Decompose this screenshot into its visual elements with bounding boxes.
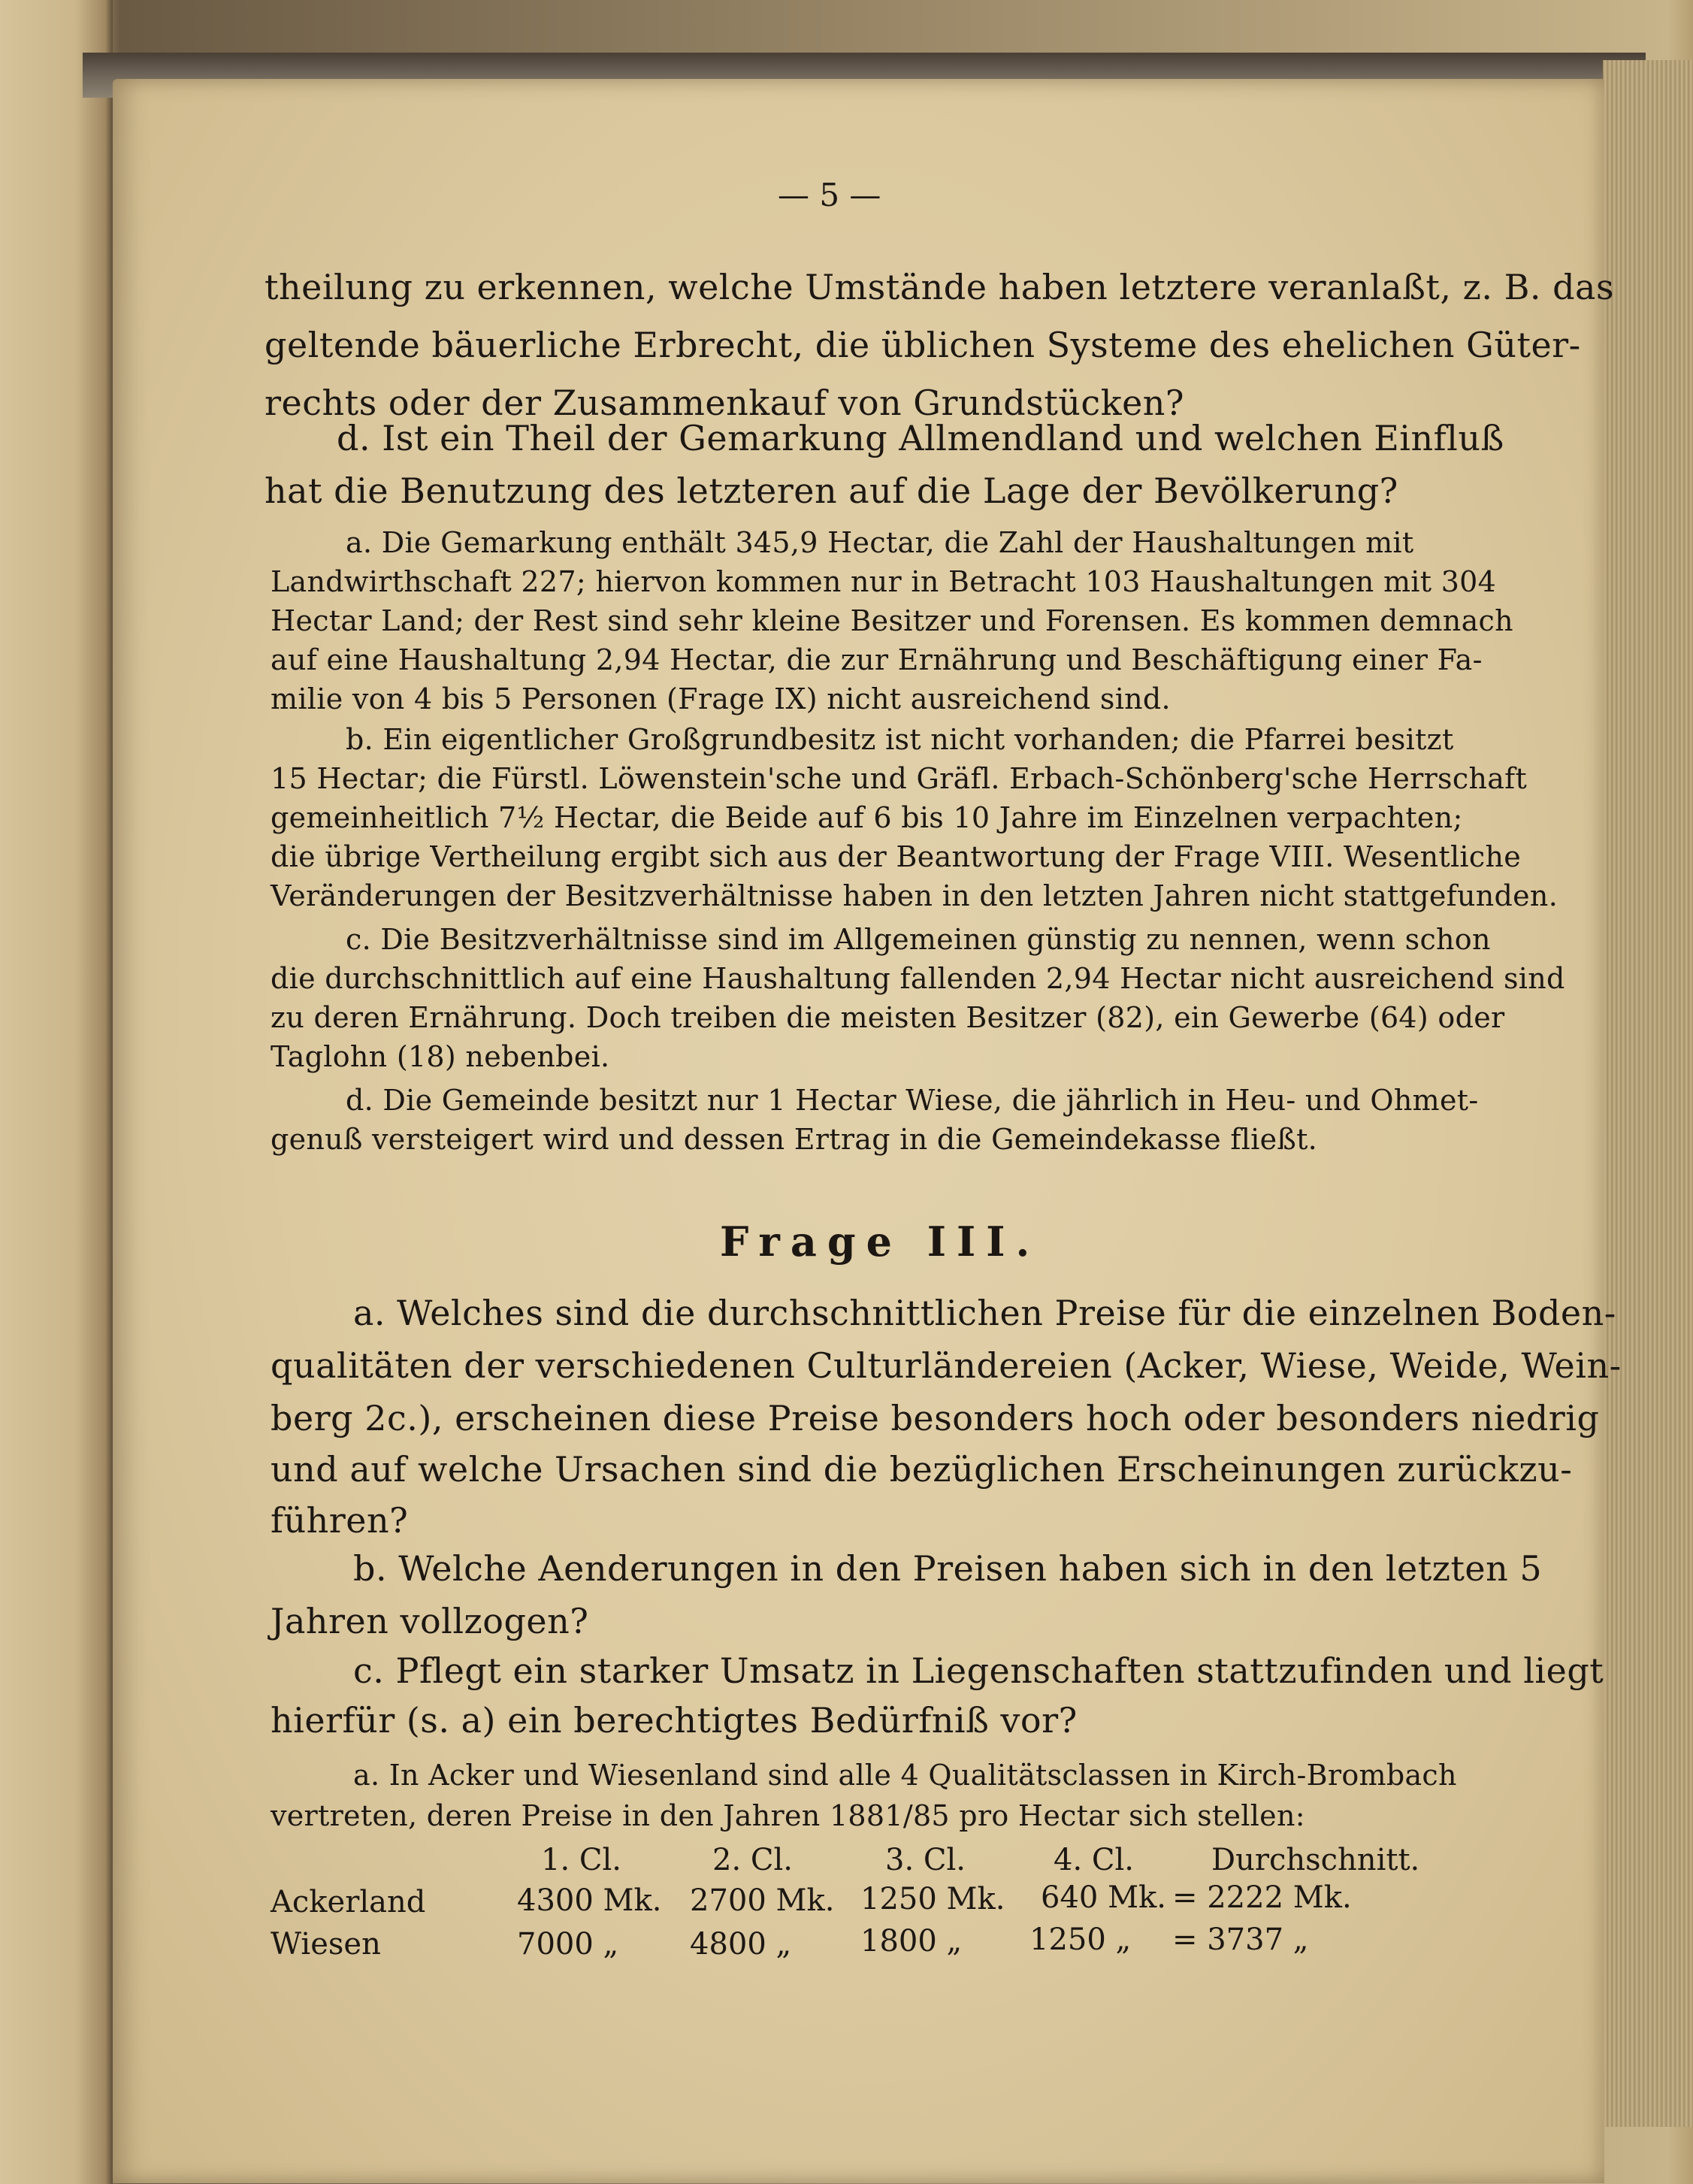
answer-line: Veränderungen der Besitzverhältnisse haben in den letzten Jahren nicht stattgefunden.: [271, 879, 1558, 912]
question-line: führen?: [271, 1500, 409, 1541]
intro-line: d. Ist ein Theil der Gemarkung Allmendland und welchen Einfluß: [337, 418, 1504, 458]
section-heading: Frage III.: [720, 1218, 1041, 1266]
question-line: hierfür (s. a) ein berechtigtes Bedürfniß vor?: [271, 1700, 1078, 1741]
table-cell: = 3737 „: [1172, 1922, 1309, 1957]
intro-line: theilung zu erkennen, welche Umstände haben letztere veranlaßt, z. B. das: [265, 267, 1615, 307]
table-cell: 1800 „: [860, 1924, 963, 1959]
table-cell: 7000 „: [517, 1927, 619, 1962]
answer-line: 15 Hectar; die Fürstl. Löwenstein'sche und Gräfl. Erbach-Schönberg'sche Herrschaft: [271, 762, 1528, 795]
table-header: 4. Cl.: [1054, 1843, 1134, 1877]
table-cell: 1250 „: [1029, 1922, 1132, 1957]
answer-line: die übrige Vertheilung ergibt sich aus der Beantwortung der Frage VIII. Wesentliche: [271, 840, 1522, 873]
answer-line: zu deren Ernährung. Doch treiben die meisten Besitzer (82), ein Gewerbe (64) oder: [271, 1001, 1505, 1034]
question-line: Jahren vollzogen?: [271, 1601, 589, 1641]
table-row-label: Wiesen: [271, 1927, 381, 1962]
question-line: a. Welches sind die durchschnittlichen Preise für die einzelnen Boden-: [353, 1293, 1616, 1333]
question-line: qualitäten der verschiedenen Culturländereien (Acker, Wiese, Weide, Wein-: [271, 1345, 1622, 1386]
table-cell: 4800 „: [690, 1927, 792, 1962]
table-header: 1. Cl.: [541, 1843, 621, 1877]
answer-line: die durchschnittlich auf eine Haushaltung fallenden 2,94 Hectar nicht ausreichend sind: [271, 962, 1565, 995]
answer-line: vertreten, deren Preise in den Jahren 1881/85 pro Hectar sich stellen:: [271, 1799, 1305, 1832]
answer-line: genuß versteigert wird und dessen Ertrag in die Gemeindekasse fließt.: [271, 1123, 1318, 1156]
table-header: 2. Cl.: [712, 1843, 793, 1877]
table-header: Durchschnitt.: [1211, 1843, 1420, 1877]
page-edges: [1603, 60, 1693, 2127]
page-number: — 5 —: [778, 177, 881, 213]
answer-line: c. Die Besitzverhältnisse sind im Allgemeinen günstig zu nennen, wenn schon: [346, 923, 1491, 956]
answer-line: auf eine Haushaltung 2,94 Hectar, die zur Ernährung und Beschäftigung einer Fa-: [271, 643, 1483, 676]
answer-line: gemeinheitlich 7½ Hectar, die Beide auf 6 bis 10 Jahre im Einzelnen verpachten;: [271, 801, 1463, 834]
intro-line: geltende bäuerliche Erbrecht, die üblichen Systeme des ehelichen Güter-: [265, 325, 1581, 365]
table-cell: 1250 Mk.: [860, 1882, 1005, 1916]
table-cell: 640 Mk.: [1041, 1880, 1166, 1915]
answer-line: a. Die Gemarkung enthält 345,9 Hectar, die Zahl der Haushaltungen mit: [346, 526, 1414, 559]
answer-line: Hectar Land; der Rest sind sehr kleine Besitzer und Forensen. Es kommen demnach: [271, 604, 1513, 637]
table-header: 3. Cl.: [885, 1843, 966, 1877]
answer-line: b. Ein eigentlicher Großgrundbesitz ist nicht vorhanden; die Pfarrei besitzt: [346, 723, 1454, 756]
left-page-edge: [0, 0, 113, 2184]
answer-line: d. Die Gemeinde besitzt nur 1 Hectar Wiese, die jährlich in Heu- und Ohmet-: [346, 1084, 1479, 1117]
answer-line: Taglohn (18) nebenbei.: [271, 1040, 610, 1073]
table-row-label: Ackerland: [271, 1885, 426, 1919]
table-cell: 4300 Mk.: [517, 1883, 662, 1918]
table-cell: = 2222 Mk.: [1172, 1880, 1352, 1915]
table-cell: 2700 Mk.: [690, 1883, 835, 1918]
answer-line: a. In Acker und Wiesenland sind alle 4 Qualitätsclassen in Kirch-Brombach: [353, 1759, 1457, 1792]
question-line: c. Pflegt ein starker Umsatz in Liegenschaften stattzufinden und liegt: [353, 1650, 1604, 1691]
answer-line: Landwirthschaft 227; hiervon kommen nur in Betracht 103 Haushaltungen mit 304: [271, 565, 1497, 598]
answer-line: milie von 4 bis 5 Personen (Frage IX) nicht ausreichend sind.: [271, 682, 1171, 715]
intro-line: rechts oder der Zusammenkauf von Grundstücken?: [265, 383, 1185, 423]
question-line: b. Welche Aenderungen in den Preisen haben sich in den letzten 5: [353, 1548, 1543, 1589]
intro-line: hat die Benutzung des letzteren auf die Lage der Bevölkerung?: [265, 470, 1398, 511]
question-line: berg 2c.), erscheinen diese Preise besonders hoch oder besonders niedrig: [271, 1398, 1600, 1438]
question-line: und auf welche Ursachen sind die bezüglichen Erscheinungen zurückzu-: [271, 1449, 1573, 1490]
